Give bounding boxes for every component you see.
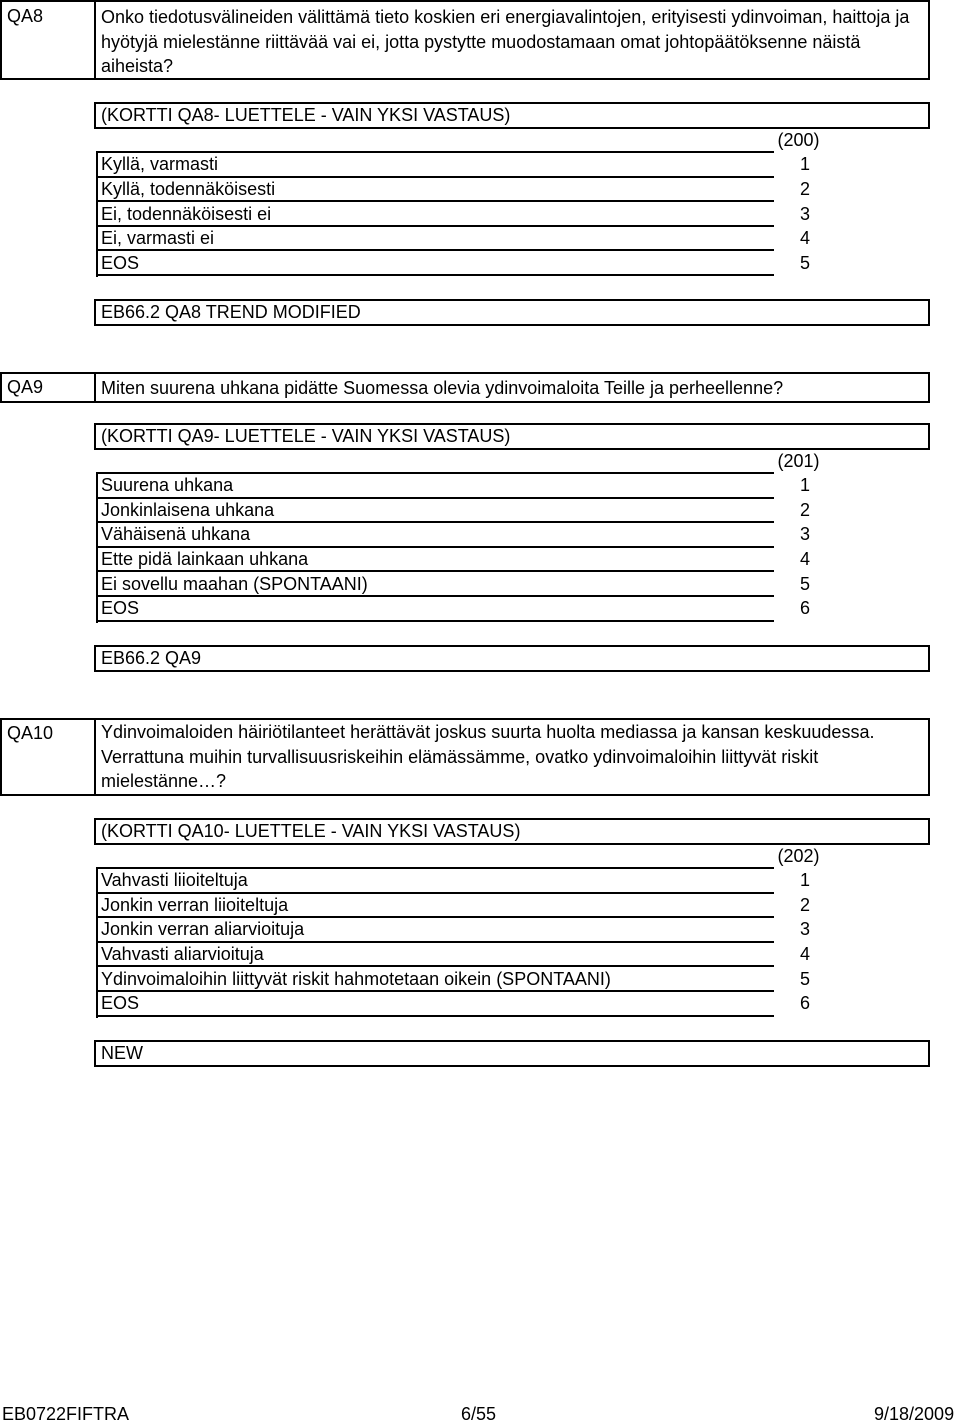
instruction-text: (KORTTI QA8- LUETTELE - VAIN YKSI VASTAUS) [101, 105, 511, 125]
answer-option-label: Ydinvoimaloihin liittyvät riskit hahmotetaan oikein (SPONTAANI) [101, 969, 611, 989]
source-text: EB66.2 QA8 TREND MODIFIED [101, 302, 361, 322]
variable-code: (202) [777, 846, 820, 866]
source-text: NEW [101, 1043, 143, 1063]
answer-option-label: Jonkinlaisena uhkana [101, 500, 275, 520]
answer-option-label: EOS [101, 598, 140, 618]
answer-option-code: 3 [800, 204, 811, 224]
answer-option-code: 1 [800, 870, 811, 890]
answer-option-label: Suurena uhkana [101, 475, 234, 495]
answer-option-code: 5 [800, 574, 811, 594]
answer-option-code: 1 [800, 475, 811, 495]
answer-option-code: 4 [800, 228, 811, 248]
footer-page-number: 6/55 [461, 1404, 497, 1424]
answer-option-code: 3 [800, 919, 811, 939]
answer-option-code: 4 [800, 549, 811, 569]
answer-option-label: Jonkin verran liioiteltuja [101, 895, 289, 915]
source-box [94, 645, 930, 672]
answer-option-code: 2 [800, 895, 811, 915]
footer-doc-id: EB0722FIFTRA [2, 1404, 130, 1424]
instruction-text: (KORTTI QA10- LUETTELE - VAIN YKSI VASTAUS) [101, 821, 521, 841]
answer-option-code: 2 [800, 500, 811, 520]
answer-option-label: Kyllä, todennäköisesti [101, 179, 276, 199]
answer-option-code: 2 [800, 179, 811, 199]
answer-option-code: 6 [800, 993, 811, 1013]
footer-date: 9/18/2009 [874, 1404, 955, 1424]
question-text: Onko tiedotusvälineiden välittämä tieto koskien eri energiavalintojen, erityisesti ydinvoiman, haittoja ja hyötyjä mielestänne riittävää vai ei, jotta pystytte muodostamaan omat johtopäätöksenne näistä aiheista? [101, 7, 910, 77]
answer-option-label: Vahvasti liioiteltuja [101, 870, 248, 890]
answer-option-label: Ette pidä lainkaan uhkana [101, 549, 309, 569]
answer-option-code: 3 [800, 524, 811, 544]
question-id: QA9 [7, 377, 44, 397]
source-box [94, 1040, 930, 1067]
variable-code: (200) [777, 130, 820, 150]
answer-option-label: Jonkin verran aliarvioituja [101, 919, 305, 939]
answer-option-label: Kyllä, varmasti [101, 154, 219, 174]
source-text: EB66.2 QA9 [101, 648, 202, 668]
question-id: QA10 [7, 723, 54, 743]
answer-option-code: 1 [800, 154, 811, 174]
answer-option-label: EOS [101, 253, 140, 273]
answer-option-code: 5 [800, 253, 811, 273]
answer-option-label: Ei sovellu maahan (SPONTAANI) [101, 574, 368, 594]
answer-option-label: Vahvasti aliarvioituja [101, 944, 264, 964]
answer-option-label: EOS [101, 993, 140, 1013]
answer-option-code: 5 [800, 969, 811, 989]
variable-code: (201) [777, 451, 820, 471]
question-text: Miten suurena uhkana pidätte Suomessa olevia ydinvoimaloita Teille ja perheellenne? [101, 378, 784, 398]
question-text: Ydinvoimaloiden häiriötilanteet herättävät joskus suurta huolta mediassa ja kansan keskuudessa. Verrattuna muihin turvallisuusriskeihin elämässämme, ovatko ydinvoimaloihin liittyvät riskit mielestänne…? [101, 722, 875, 792]
answer-option-label: Ei, varmasti ei [101, 228, 215, 248]
instruction-text: (KORTTI QA9- LUETTELE - VAIN YKSI VASTAUS) [101, 426, 511, 446]
answer-option-code: 4 [800, 944, 811, 964]
answer-option-code: 6 [800, 598, 811, 618]
question-id: QA8 [7, 6, 44, 26]
answer-option-label: Vähäisenä uhkana [101, 524, 251, 544]
answer-option-label: Ei, todennäköisesti ei [101, 204, 272, 224]
